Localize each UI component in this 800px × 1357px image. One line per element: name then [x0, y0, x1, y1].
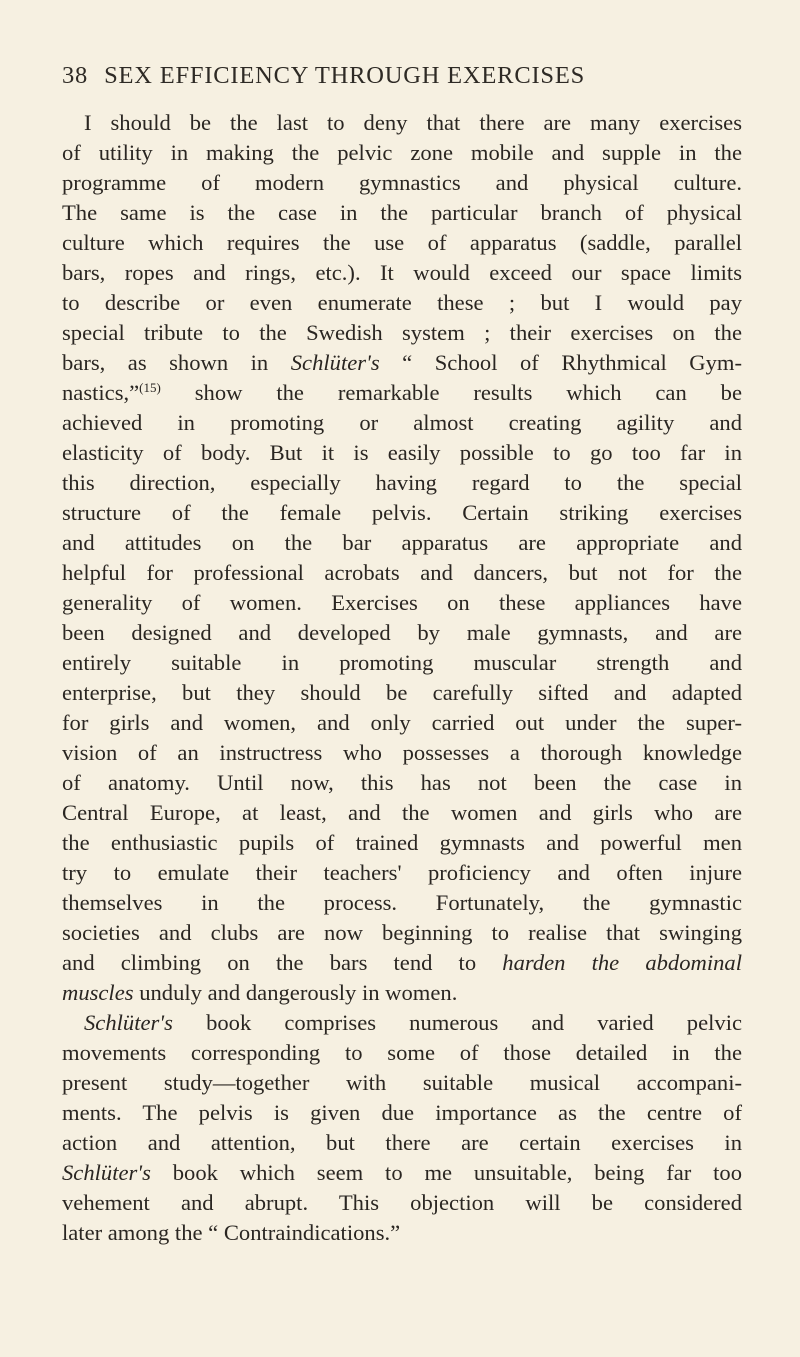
text-line: action and attention, but there are certain exercises in	[62, 1130, 742, 1155]
text-line: to describe or even enumerate these ; but I would pay	[62, 290, 742, 315]
text-line: societies and clubs are now beginning to realise that swinging	[62, 920, 742, 945]
text-line: and climbing on the bars tend to harden the abdominal	[62, 950, 742, 975]
italic-text: Schlüter's	[62, 1160, 151, 1185]
text-line: Schlüter's book comprises numerous and varied pelvic	[84, 1010, 742, 1035]
footnote-reference: (15)	[139, 380, 161, 395]
text-line: The same is the case in the particular branch of physical	[62, 200, 742, 225]
text-line: programme of modern gymnastics and physical culture.	[62, 170, 742, 195]
italic-text: Schlüter's	[290, 350, 380, 375]
text-line: this direction, especially having regard to the special	[62, 470, 742, 495]
text-line: structure of the female pelvis. Certain striking exercises	[62, 500, 742, 525]
page-number: 38	[62, 62, 89, 89]
running-title: SEX EFFICIENCY THROUGH EXERCISES	[104, 62, 586, 89]
text-line: later among the “ Contraindications.”	[62, 1220, 401, 1245]
text-line: for girls and women, and only carried out under the super-	[62, 710, 742, 735]
text-line: vehement and abrupt. This objection will be considered	[62, 1190, 742, 1215]
text-line: ments. The pelvis is given due importance as the centre of	[62, 1100, 742, 1125]
text-line: themselves in the process. Fortunately, the gymnastic	[62, 890, 742, 915]
text-line: of anatomy. Until now, this has not been the case in	[62, 770, 742, 795]
text-line: nastics,”$^{(15)}$ show the remarkable results which can be	[62, 380, 742, 405]
text-line: been designed and developed by male gymnasts, and are	[62, 620, 742, 645]
text-line: generality of women. Exercises on these appliances have	[62, 590, 742, 615]
text-line: movements corresponding to some of those detailed in the	[62, 1040, 742, 1065]
italic-text: Schlüter's	[84, 1010, 173, 1035]
text-line: the enthusiastic pupils of trained gymnasts and powerful men	[62, 830, 742, 855]
text-line: present study—together with suitable musical accompani-	[62, 1070, 742, 1095]
running-head	[62, 62, 752, 102]
body-text	[62, 108, 742, 1248]
text-line: special tribute to the Swedish system ; their exercises on the	[62, 320, 742, 345]
text-line: helpful for professional acrobats and dancers, but not for the	[62, 560, 742, 585]
text-line: I should be the last to deny that there are many exercises	[84, 110, 742, 135]
text-line: muscles unduly and dangerously in women.	[62, 980, 458, 1005]
text-line: Schlüter's book which seem to me unsuitable, being far too	[62, 1160, 742, 1185]
text-line: culture which requires the use of apparatus (saddle, parallel	[62, 230, 742, 255]
text-line: of utility in making the pelvic zone mobile and supple in the	[62, 140, 742, 165]
text-line: Central Europe, at least, and the women and girls who are	[62, 800, 742, 825]
italic-text: harden the abdominal	[502, 950, 742, 975]
italic-text: muscles	[62, 980, 134, 1005]
text-line: enterprise, but they should be carefully sifted and adapted	[62, 680, 742, 705]
text-line: elasticity of body. But it is easily possible to go too far in	[62, 440, 742, 465]
text-line: and attitudes on the bar apparatus are appropriate and	[62, 530, 742, 555]
text-line: bars, ropes and rings, etc.). It would exceed our space limits	[62, 260, 742, 285]
text-line: bars, as shown in Schlüter's “ School of Rhythmical Gym-	[62, 350, 742, 375]
text-line: achieved in promoting or almost creating agility and	[62, 410, 742, 435]
text-line: entirely suitable in promoting muscular strength and	[62, 650, 742, 675]
text-line: try to emulate their teachers' proficiency and often injure	[62, 860, 742, 885]
text-line: vision of an instructress who possesses a thorough knowledge	[62, 740, 742, 765]
